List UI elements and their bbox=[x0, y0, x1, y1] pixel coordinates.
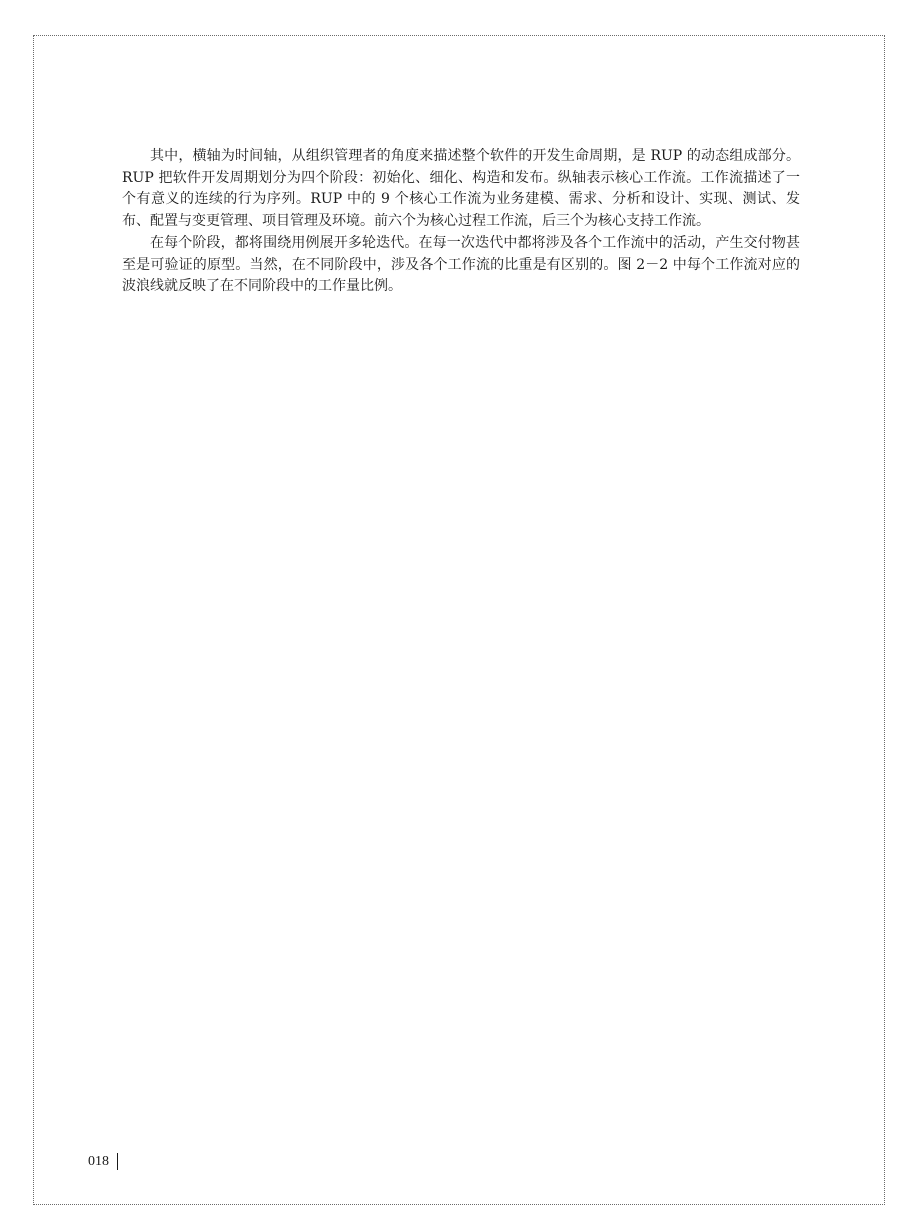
body-text bbox=[122, 146, 800, 298]
page-footer bbox=[88, 1153, 118, 1170]
page-number-rule bbox=[117, 1153, 118, 1170]
paragraph-rup-axes: 其中，横轴为时间轴，从组织管理者的角度来描述整个软件的开发生命周期，是 RUP 的动态组成部分。RUP 把软件开发周期划分为四个阶段：初始化、细化、构造和发布。纵轴表示核心工作流。工作流描述了一个有意义的连续的行为序列。RUP 中的 9 个核心工作流为业务建模、需求、分析和设计、实现、测试、发布、配置与变更管理、项目管理及环境。前六个为核心过程工作流，后三个为核心支持工作流。 bbox=[122, 148, 800, 230]
page-number: 018 bbox=[88, 1153, 109, 1169]
paragraph-iterations: 在每个阶段，都将围绕用例展开多轮迭代。在每一次迭代中都将涉及各个工作流中的活动，产生交付物甚至是可验证的原型。当然，在不同阶段中，涉及各个工作流的比重是有区别的。图 2－2 中每个工作流对应的波浪线就反映了在不同阶段中的工作量比例。 bbox=[122, 234, 800, 295]
